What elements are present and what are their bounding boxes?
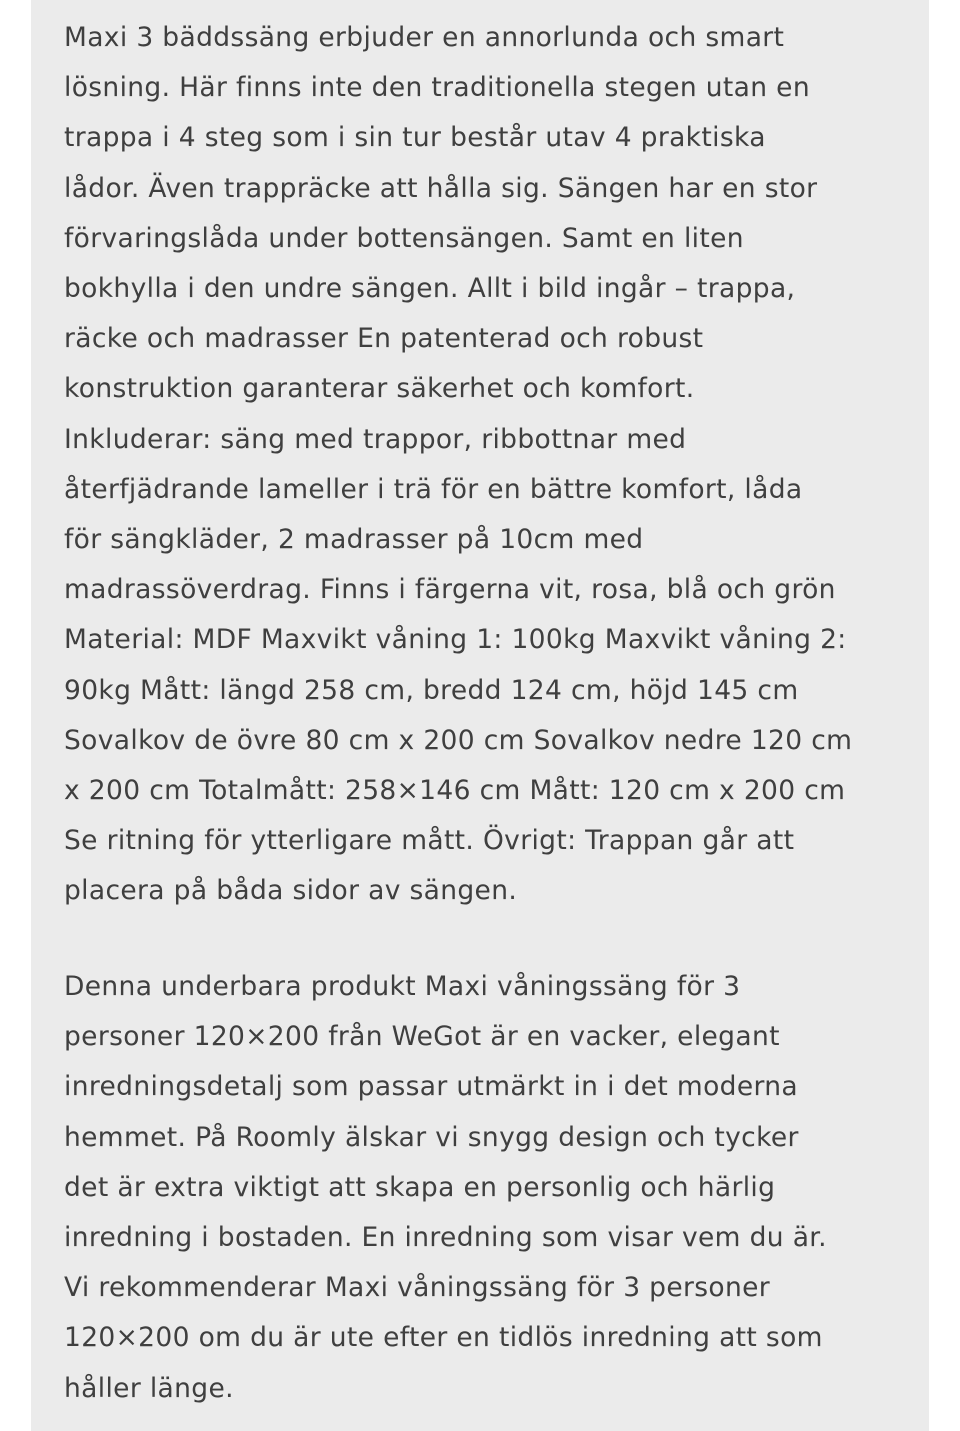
text-line: personer 120×200 från WeGot är en vacker, elegant: [64, 1021, 780, 1053]
text-line: återfjädrande lameller i trä för en bättre komfort, låda: [64, 473, 803, 505]
text-line: lådor. Även trappräcke att hålla sig. Sängen har en stor: [64, 172, 818, 204]
text-line: Material: MDF Maxvikt våning 1: 100kg Maxvikt våning 2:: [64, 624, 847, 656]
text-line: lösning. Här finns inte den traditionella stegen utan en: [64, 72, 810, 104]
text-line: inredning i bostaden. En inredning som visar vem du är.: [64, 1222, 827, 1254]
text-line: 90kg Mått: längd 258 cm, bredd 124 cm, höjd 145 cm: [64, 674, 799, 706]
text-line: placera på båda sidor av sängen.: [64, 875, 518, 907]
text-line: madrassöverdrag. Finns i färgerna vit, rosa, blå och grön: [64, 574, 836, 606]
text-line: konstruktion garanterar säkerhet och komfort.: [64, 373, 695, 405]
text-line: inredningsdetalj som passar utmärkt in i det moderna: [64, 1071, 798, 1103]
text-line: bokhylla i den undre sängen. Allt i bild ingår – trappa,: [64, 273, 796, 305]
text-line: x 200 cm Totalmått: 258×146 cm Mått: 120 cm x 200 cm: [64, 775, 846, 807]
text-line: 120×200 om du är ute efter en tidlös inredning att som: [64, 1322, 823, 1354]
text-line: Se ritning för ytterligare mått. Övrigt: Trappan går att: [64, 825, 795, 857]
text-line: håller länge.: [64, 1372, 234, 1404]
product-description-paragraph-2: [64, 962, 900, 1414]
text-line: hemmet. På Roomly älskar vi snygg design och tycker: [64, 1121, 799, 1153]
product-description-paragraph-1: [64, 13, 900, 917]
text-line: Vi rekommenderar Maxi våningssäng för 3 personer: [64, 1272, 771, 1304]
text-line: Denna underbara produkt Maxi våningssäng för 3: [64, 971, 741, 1002]
text-line: för sängkläder, 2 madrasser på 10cm med: [64, 524, 644, 556]
text-line: Sovalkov de övre 80 cm x 200 cm Sovalkov nedre 120 cm: [64, 724, 853, 756]
text-line: räcke och madrasser En patenterad och robust: [64, 323, 704, 355]
text-line: Maxi 3 bäddssäng erbjuder en annorlunda och smart: [64, 22, 785, 53]
text-line: Inkluderar: säng med trappor, ribbottnar med: [64, 423, 687, 455]
text-line: trappa i 4 steg som i sin tur består utav 4 praktiska: [64, 122, 766, 154]
text-line: det är extra viktigt att skapa en personlig och härlig: [64, 1171, 776, 1203]
text-line: förvaringslåda under bottensängen. Samt en liten: [64, 222, 744, 254]
